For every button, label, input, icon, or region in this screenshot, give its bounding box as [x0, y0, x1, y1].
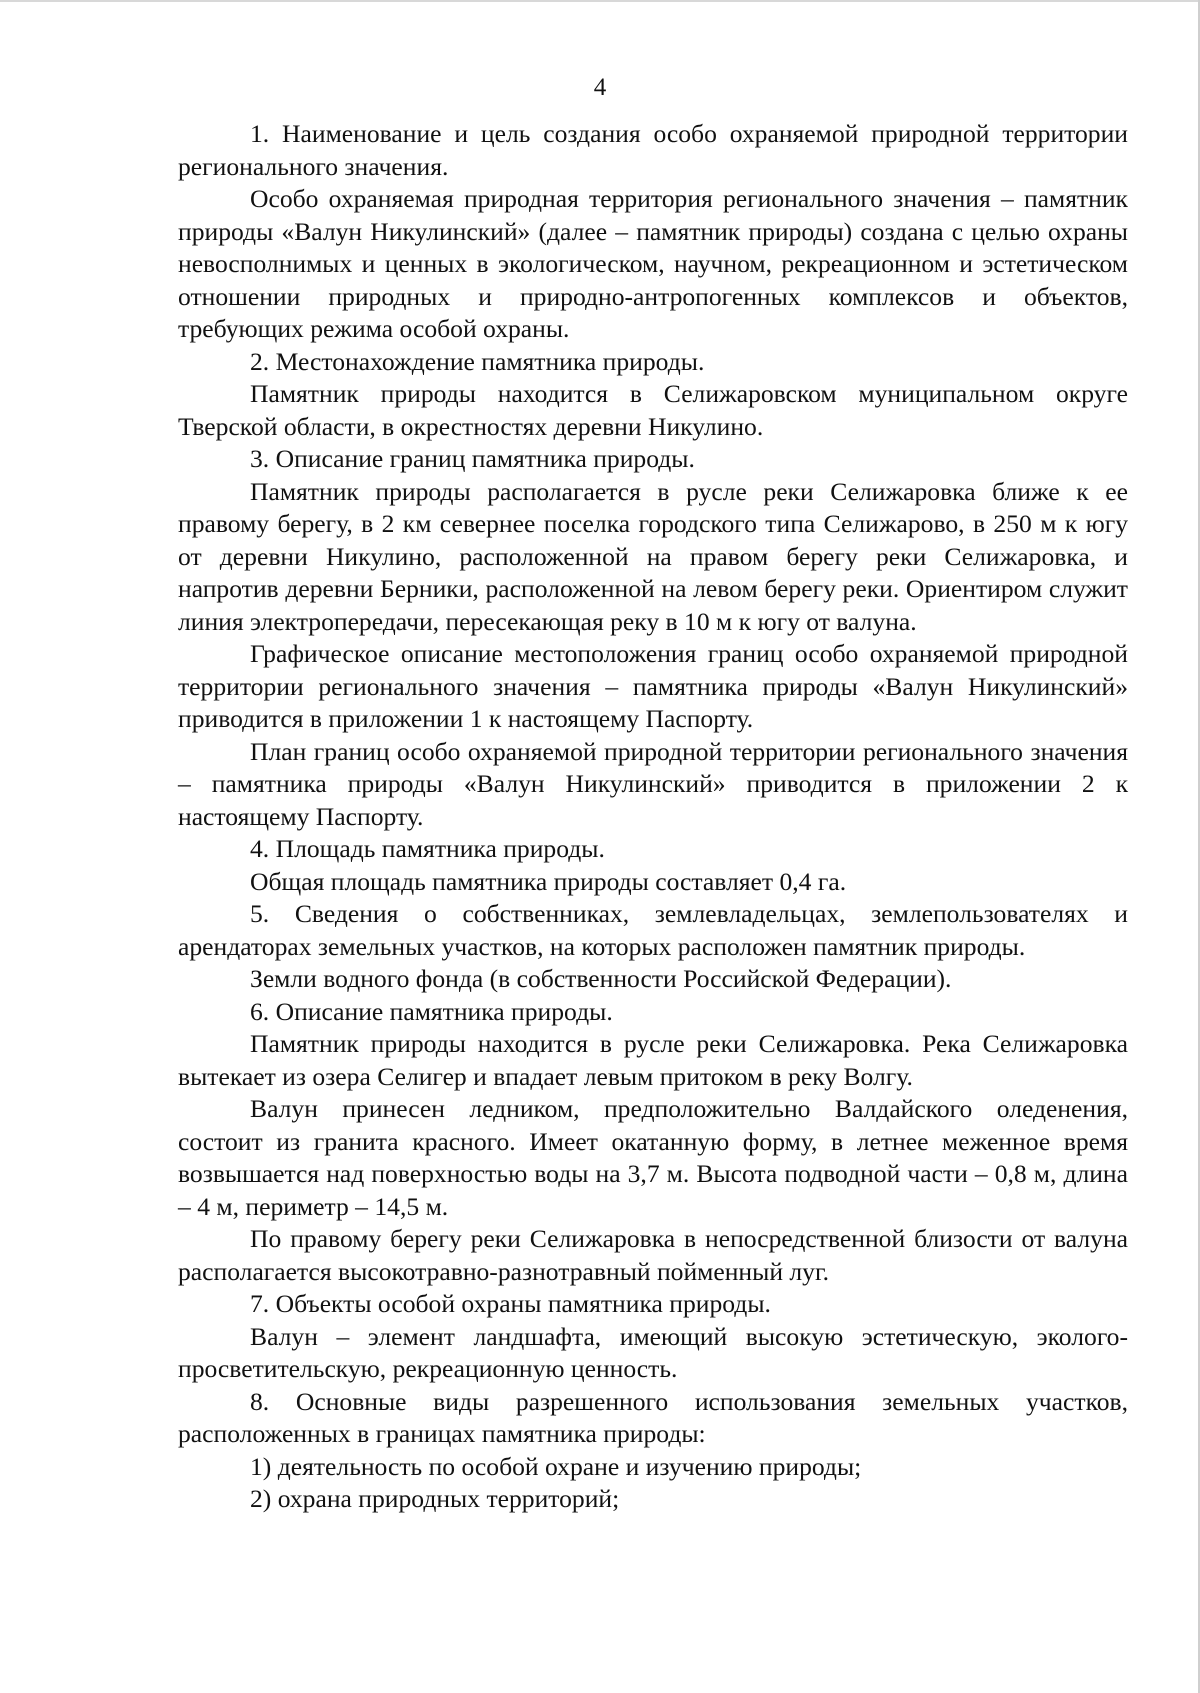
- paragraph-section-1-heading: 1. Наименование и цель создания особо охраняемой природной территории регионального значения.: [178, 119, 1128, 181]
- paragraph: Памятник природы находится в Селижаровском муниципальном округе Тверской области, в окрестностях деревни Никулино.: [178, 379, 1128, 441]
- scan-top-edge: [0, 0, 1200, 2]
- paragraph-section-8-heading: 8. Основные виды разрешенного использования земельных участков, расположенных в границах памятника природы:: [178, 1386, 1128, 1448]
- paragraph-section-5-heading: 5. Сведения о собственниках, землевладельцах, землепользователях и арендаторах земельных участков, на которых расположен памятник природы.: [178, 899, 1128, 961]
- paragraph: Земли водного фонда (в собственности Российской Федерации).: [250, 964, 952, 993]
- paragraph-section-7-heading: 7. Объекты особой охраны памятника природы.: [250, 1289, 771, 1318]
- paragraph-section-3-heading: 3. Описание границ памятника природы.: [250, 444, 695, 473]
- list-item: 2) охрана природных территорий;: [250, 1484, 620, 1513]
- paragraph: План границ особо охраняемой природной территории регионального значения – памятника природы «Валун Никулинский» приводится в приложении 2 к настоящему Паспорту.: [178, 736, 1128, 831]
- paragraph: Памятник природы находится в русле реки Селижаровка. Река Селижаровка вытекает из озера Селигер и впадает левым притоком в реку Волгу.: [178, 1029, 1128, 1091]
- paragraph-section-4-heading: 4. Площадь памятника природы.: [250, 834, 605, 863]
- document-body: [178, 118, 1128, 1516]
- paragraph: Памятник природы располагается в русле реки Селижаровка ближе к ее правому берегу, в 2 км севернее поселка городского типа Селижарово, в 250 м к югу от деревни Никулино, расположенной на правом берегу реки Селижаровка, и напротив деревни Берники, расположенной на левом берегу реки. Ориентиром служит линия электропередачи, пересекающая реку в 10 м к югу от валуна.: [178, 476, 1128, 636]
- page-number: 4: [593, 74, 607, 101]
- paragraph-section-2-heading: 2. Местонахождение памятника природы.: [250, 346, 705, 376]
- paragraph: Валун принесен ледником, предположительно Валдайского оледенения, состоит из гранита красного. Имеет окатанную форму, в летнее меженное время возвышается над поверхностью воды на 3,7 м. Высота подводной части – 0,8 м, длина – 4 м, периметр – 14,5 м.: [178, 1094, 1128, 1221]
- list-item: 1) деятельность по особой охране и изучению природы;: [250, 1451, 862, 1481]
- paragraph: Общая площадь памятника природы составляет 0,4 га.: [250, 866, 847, 896]
- paragraph: По правому берегу реки Селижаровка в непосредственной близости от валуна располагается высокотравно-разнотравный пойменный луг.: [178, 1224, 1128, 1286]
- paragraph: Валун – элемент ландшафта, имеющий высокую эстетическую, эколого-просветительскую, рекреационную ценность.: [178, 1321, 1128, 1383]
- paragraph-section-6-heading: 6. Описание памятника природы.: [250, 996, 613, 1026]
- paragraph: Графическое описание местоположения границ особо охраняемой природной территории регионального значения – памятника природы «Валун Никулинский» приводится в приложении 1 к настоящему Паспорту.: [178, 639, 1128, 733]
- paragraph: Особо охраняемая природная территория регионального значения – памятник природы «Валун Никулинский» (далее – памятник природы) создана с целью охраны невосполнимых и ценных в экологическом, научном, рекреационном и эстетическом отношении природных и природно-антропогенных комплексов и объектов, требующих режима особой охраны.: [178, 184, 1128, 343]
